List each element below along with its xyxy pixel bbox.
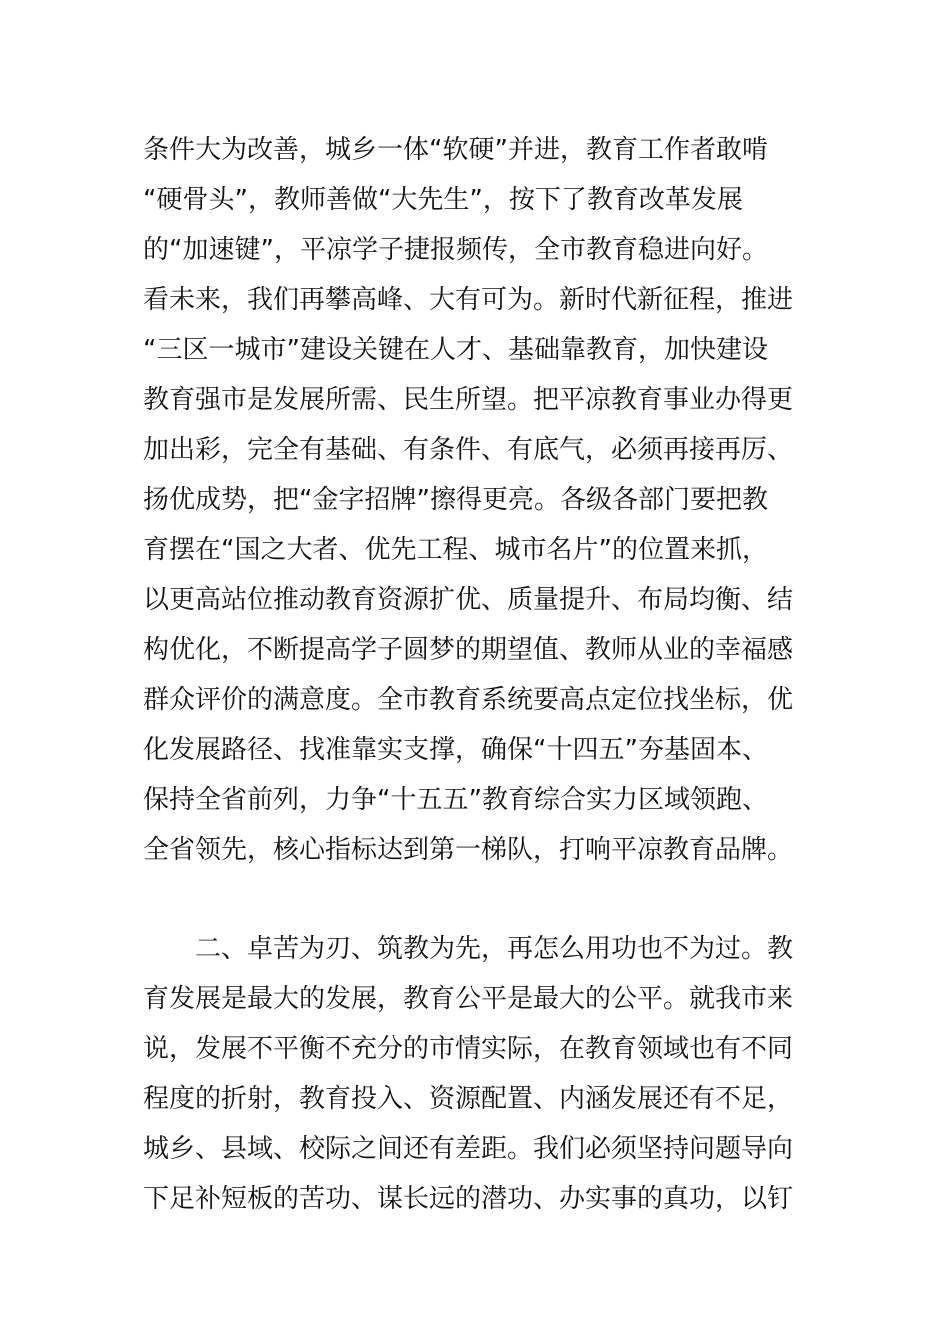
text-line: 教育强市是发展所需、民生所望。把平凉教育事业办得更: [143, 385, 794, 415]
section-heading-line: 二、卓苦为刃、筑教为先，再怎么用功也不为过。教: [195, 934, 794, 964]
text-line: 看未来，我们再攀高峰、大有可为。新时代新征程，推进: [143, 285, 794, 315]
text-line: 构优化，不断提高学子圆梦的期望值、教师从业的幸福感: [143, 635, 794, 665]
text-line: 程度的折射，教育投入、资源配置、内涵发展还有不足，: [143, 1084, 794, 1114]
text-line: 的“加速键”，平凉学子捷报频传，全市教育稳进向好。: [143, 235, 768, 265]
text-line: 城乡、县域、校际之间还有差距。我们必须坚持问题导向: [143, 1134, 794, 1164]
text-line: “三区一城市”建设关键在人才、基础靠教育，加快建设: [143, 335, 768, 365]
text-line: 加出彩，完全有基础、有条件、有底气，必须再接再厉、: [143, 435, 794, 465]
text-line: 育摆在“国之大者、优先工程、城市名片”的位置来抓，: [143, 535, 768, 565]
text-line: “硬骨头”，教师善做“大先生”，按下了教育改革发展: [143, 185, 743, 215]
text-line: 条件大为改善，城乡一体“软硬”并进，教育工作者敢啃: [143, 135, 768, 165]
text-line: 以更高站位推动教育资源扩优、质量提升、布局均衡、结: [143, 585, 794, 615]
text-line: 育发展是最大的发展，教育公平是最大的公平。就我市来: [143, 984, 794, 1014]
text-line: 保持全省前列，力争“十五五”教育综合实力区域领跑、: [143, 785, 768, 815]
text-line: 说，发展不平衡不充分的市情实际，在教育领域也有不同: [143, 1034, 794, 1064]
text-line: 下足补短板的苦功、谋长远的潜功、办实事的真功，以钉: [143, 1184, 794, 1214]
text-line: 化发展路径、找准靠实支撑，确保“十四五”夯基固本、: [143, 735, 768, 765]
text-line: 群众评价的满意度。全市教育系统要高点定位找坐标，优: [143, 685, 794, 715]
text-line: 全省领先，核心指标达到第一梯队，打响平凉教育品牌。: [143, 835, 794, 865]
text-line: 扬优成势，把“金字招牌”擦得更亮。各级各部门要把教: [143, 485, 768, 515]
